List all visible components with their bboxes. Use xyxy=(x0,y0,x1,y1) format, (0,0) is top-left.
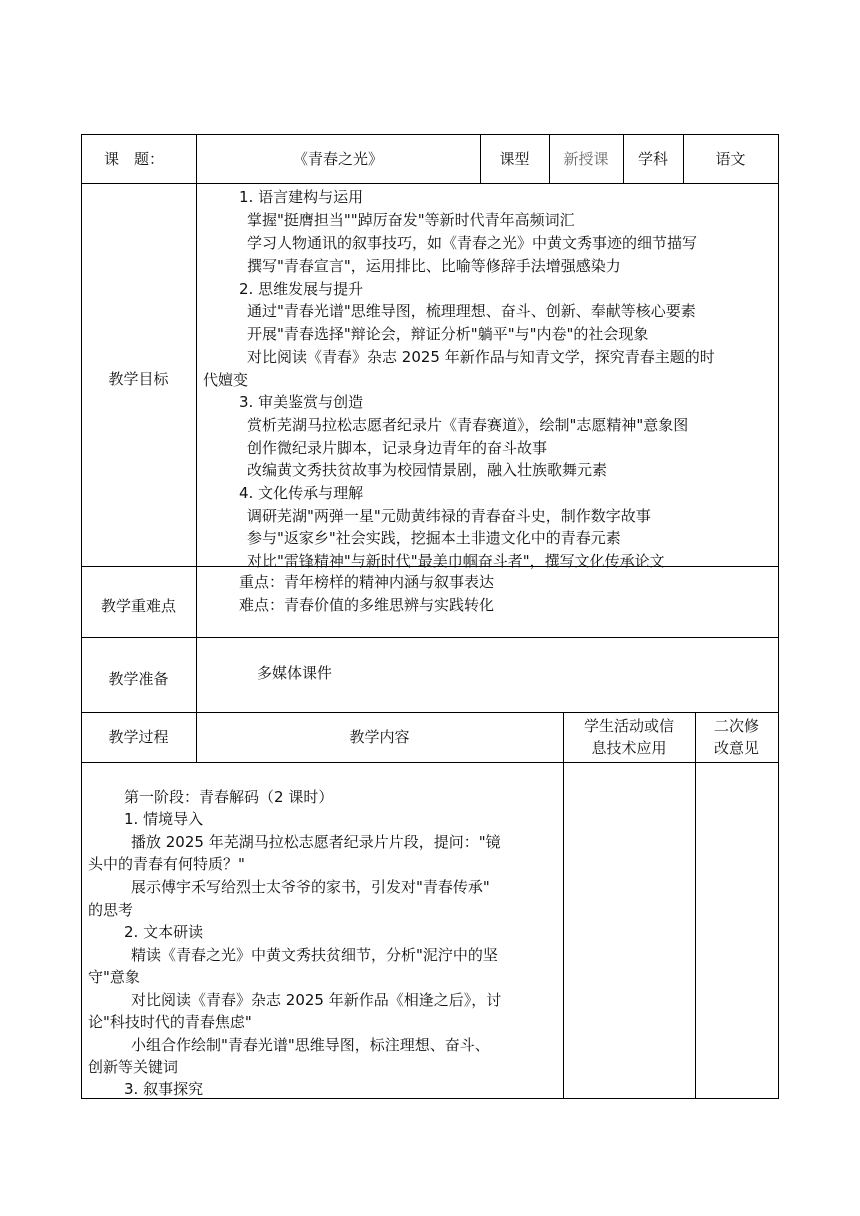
objective-item: 创作微纪录片脚本，记录身边青年的奋斗故事 xyxy=(247,439,548,457)
objective-item: 代嬗变 xyxy=(203,371,249,389)
col-divider xyxy=(196,183,197,763)
objective-item: 掌握"挺膺担当""踔厉奋发"等新时代青年高频词汇 xyxy=(247,211,575,229)
step-heading: 1. 情境导入 xyxy=(124,810,204,828)
objective-item: 开展"青春选择"辩论会，辩证分析"躺平"与"内卷"的社会现象 xyxy=(247,325,649,343)
key-points-label: 教学重难点 xyxy=(100,597,176,615)
objective-heading: 3. 审美鉴赏与创造 xyxy=(239,393,364,411)
content-line: 创新等关键词 xyxy=(88,1058,179,1076)
content-line: 播放 2025 年芜湖马拉松志愿者纪录片片段，提问："镜 xyxy=(131,833,501,851)
content-line: 展示傅宇禾写给烈士太爷爷的家书，引发对"青春传承" xyxy=(131,878,490,896)
objective-item: 参与"返家乡"社会实践，挖掘本土非遗文化中的青春元素 xyxy=(247,529,621,547)
activity-header-line1: 学生活动或信 xyxy=(583,717,674,735)
col-divider xyxy=(563,712,564,1099)
content-line: 论"科技时代的青春焦虑" xyxy=(88,1013,252,1031)
preparation-value: 多媒体课件 xyxy=(257,664,333,682)
content-line: 小组合作绘制"青春光谱"思维导图，标注理想、奋斗、 xyxy=(131,1036,490,1054)
subject-value: 语文 xyxy=(715,150,746,168)
key-point: 重点：青年榜样的精神内涵与叙事表达 xyxy=(239,573,495,591)
objective-item: 学习人物通讯的叙事技巧，如《青春之光》中黄文秀事迹的细节描写 xyxy=(247,234,698,252)
difficult-point: 难点：青春价值的多维思辨与实践转化 xyxy=(239,596,495,614)
preparation-label: 教学准备 xyxy=(108,670,169,688)
content-line: 的思考 xyxy=(88,901,134,919)
revision-header-line2: 改意见 xyxy=(713,739,759,757)
stage-title: 第一阶段：青春解码（2 课时） xyxy=(124,788,334,806)
row-divider xyxy=(81,183,779,184)
objective-item: 调研芜湖"两弹一星"元勋黄纬禄的青春奋斗史，制作数字故事 xyxy=(247,507,651,525)
lesson-type-value: 新授课 xyxy=(563,150,609,168)
col-divider xyxy=(695,712,696,1099)
activity-header-line2: 息技术应用 xyxy=(591,739,667,757)
row-divider xyxy=(81,712,779,713)
topic-value: 《青春之光》 xyxy=(292,150,383,168)
objective-item: 对比阅读《青春》杂志 2025 年新作品与知青文学，探究青春主题的时 xyxy=(247,348,715,366)
objective-item: 改编黄文秀扶贫故事为校园情景剧，融入壮族歌舞元素 xyxy=(247,461,608,479)
row-divider xyxy=(81,637,779,638)
lesson-type-label: 课型 xyxy=(499,150,530,168)
objective-item: 通过"青春光谱"思维导图，梳理理想、奋斗、创新、奉献等核心要素 xyxy=(247,302,696,320)
content-line: 精读《青春之光》中黄文秀扶贫细节，分析"泥泞中的坚 xyxy=(131,946,498,964)
objective-heading: 1. 语言建构与运用 xyxy=(239,188,364,206)
objective-item: 对比"雷锋精神"与新时代"最美巾帼奋斗者"，撰写文化传承论文 xyxy=(247,552,665,570)
content-header: 教学内容 xyxy=(349,728,410,746)
content-line: 对比阅读《青春》杂志 2025 年新作品《相逢之后》，讨 xyxy=(131,991,502,1009)
content-line: 头中的青春有何特质？" xyxy=(88,855,245,873)
objective-heading: 4. 文化传承与理解 xyxy=(239,484,364,502)
revision-header-line1: 二次修 xyxy=(713,717,759,735)
process-label: 教学过程 xyxy=(108,728,169,746)
content-line: 守"意象 xyxy=(88,968,140,986)
subject-label: 学科 xyxy=(637,150,668,168)
row-divider xyxy=(81,762,779,763)
step-heading: 3. 叙事探究 xyxy=(124,1080,204,1098)
objective-heading: 2. 思维发展与提升 xyxy=(239,280,364,298)
objective-item: 撰写"青春宣言"，运用排比、比喻等修辞手法增强感染力 xyxy=(247,257,621,275)
objectives-label: 教学目标 xyxy=(108,370,169,388)
topic-label: 课 题： xyxy=(104,150,165,168)
table-border-right xyxy=(778,134,779,1099)
objective-item: 赏析芜湖马拉松志愿者纪录片《青春赛道》，绘制"志愿精神"意象图 xyxy=(247,416,689,434)
step-heading: 2. 文本研读 xyxy=(124,923,204,941)
table-border-top xyxy=(81,134,779,135)
